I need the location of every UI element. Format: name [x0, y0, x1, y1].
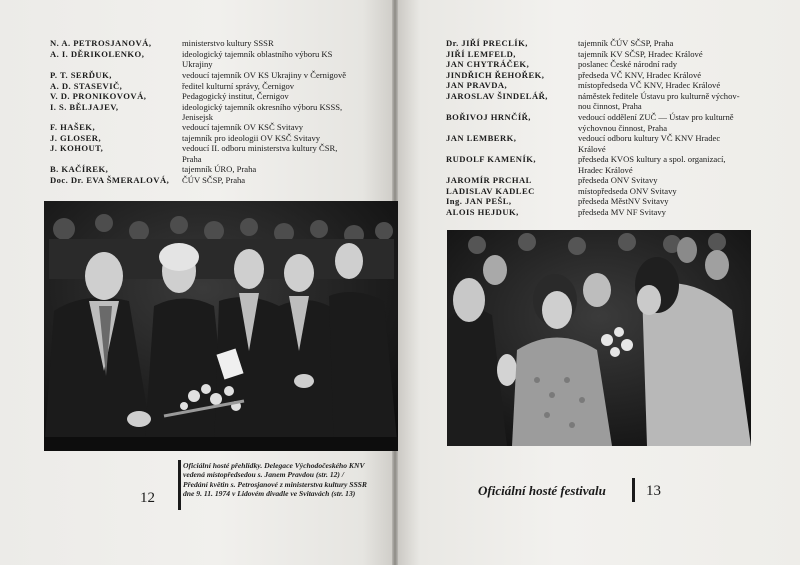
guest-roles-group-9: předseda ONV Svitavy místopředseda ONV Svitavy předseda MěstNV Svitavy předseda MV NF Svitavy: [578, 175, 677, 217]
guest-roles-group-1: ministerstvo kultury SSSR ideologický tajemník oblastního výboru KS Ukrajiny: [182, 38, 333, 69]
guest-names-group-9: JAROMÍR PRCHAL LADISLAV KADLEC Ing. JAN PEŠL, ALOIS HEJDUK,: [446, 175, 535, 217]
guest-roles-group-8: předseda KVOS kultury a spol. organizací, Hradec Králové: [578, 154, 726, 175]
caption-divider-bar: [178, 460, 181, 510]
guest-roles-group-2: vedoucí tajemník OV KS Ukrajiny v Černigově ředitel kulturní správy, Černigov Pedagogický institut, Černigov ideologický tajemník okresního výboru KSSS, Jenisejsk: [182, 70, 347, 122]
audience-photo-left: [44, 201, 398, 451]
guest-roles-group-3: vedoucí tajemník OV KSČ Svitavy tajemník pro ideologii OV KSČ Svitavy vedoucí II. odboru ministerstva kultury ČSR, Praha: [182, 122, 338, 164]
guest-names-group-5: Dr. JIŘÍ PRECLÍK, JIŘÍ LEMFELD, JAN CHYTRÁČEK, JINDŘICH ŘEHOŘEK, JAN PRAVDA, JAROSLAV ŠINDELÁŘ,: [446, 38, 548, 101]
guest-names-group-8: RUDOLF KAMENÍK,: [446, 154, 536, 164]
page-divider-bar: [632, 478, 635, 502]
page-number-left: 12: [140, 490, 155, 506]
page-number-right: 13: [646, 483, 661, 499]
guest-names-group-2: P. T. SERĎUK, A. D. STASEVIČ, V. D. PRONIKOVOVÁ, I. S. BĚLJAJEV,: [50, 70, 147, 112]
photo-caption: Oficiální hosté přehlídky. Delegace Východočeského KNV vedená místopředsedou s. Janem Pravdou (str. 12) / Předání květin s. Petrosjanové z ministerstva kultury SSSR dne 9. 11. 1974 v Lidovém divadle ve Svitavách (str. 13): [183, 461, 367, 498]
guest-roles-group-7: vedoucí odboru kultury VČ KNV Hradec Králové: [578, 133, 721, 154]
guest-names-group-4: B. KAČÍREK, Doc. Dr. EVA ŠMERALOVÁ,: [50, 164, 170, 185]
guest-names-group-6: BOŘIVOJ HRNČÍŘ,: [446, 112, 531, 122]
guest-roles-group-4: tajemník ÚRO, Praha ČÚV SČSP, Praha: [182, 164, 257, 185]
flower-presentation-photo: [447, 230, 751, 446]
guest-names-group-1: N. A. PETROSJANOVÁ, A. I. DĚRIKOLENKO,: [50, 38, 152, 59]
guest-names-group-3: F. HAŠEK, J. GLOSER, J. KOHOUT,: [50, 122, 104, 153]
guest-roles-group-6: vedoucí oddělení ZUČ — Ústav pro kulturně výchovnou činnost, Praha: [578, 112, 734, 133]
festival-title: Oficiální hosté festivalu: [478, 483, 606, 498]
guest-roles-group-5: tajemník ČÚV SČSP, Praha tajemník KV SČSP, Hradec Králové poslanec České národní rady předseda VČ KNV, Hradec Králové místopředseda VČ KNV, Hradec Králové náměstek ředitele Ústavu pro kulturně výchov- nou činnost, Praha: [578, 38, 740, 111]
guest-names-group-7: JAN LEMBERK,: [446, 133, 517, 143]
